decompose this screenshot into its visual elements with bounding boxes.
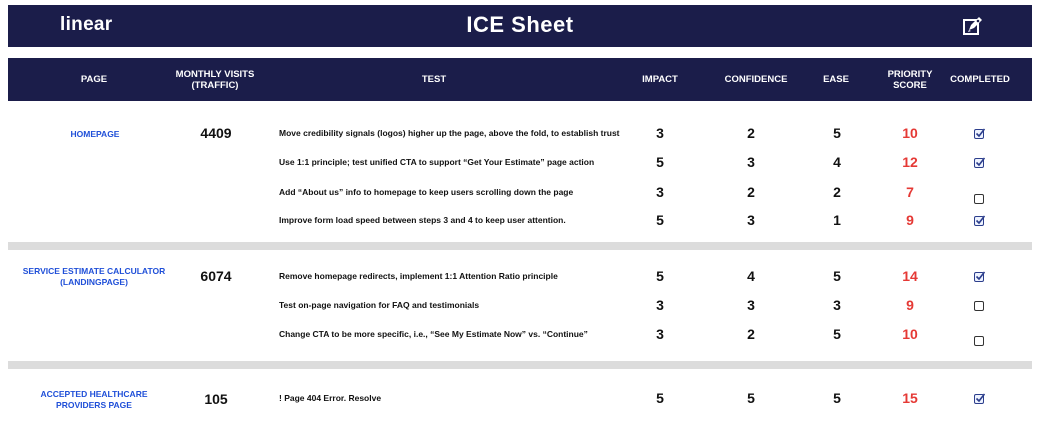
- app-logo[interactable]: linear: [60, 14, 113, 35]
- page-link-text: (LANDINGPAGE): [60, 277, 128, 287]
- ease-value: 2: [833, 184, 841, 200]
- impact-value: 3: [656, 297, 664, 313]
- priority-score-value: 10: [902, 125, 918, 141]
- impact-value: 5: [656, 268, 664, 284]
- test-text: Remove homepage redirects, implement 1:1 Attention Ratio principle: [279, 271, 558, 281]
- check-icon: [975, 271, 985, 281]
- confidence-value: 2: [747, 184, 755, 200]
- confidence-value: 3: [747, 297, 755, 313]
- col-confidence: CONFIDENCE: [724, 74, 788, 85]
- priority-score-value: 7: [906, 184, 914, 200]
- visits-value: 4409: [200, 125, 232, 141]
- col-priority-line1: PRIORITY: [887, 68, 933, 80]
- table-row: [0, 184, 1040, 204]
- ease-value: 5: [833, 268, 841, 284]
- col-priority-line2: SCORE: [893, 79, 927, 91]
- ease-value: 5: [833, 125, 841, 141]
- visits-value: 6074: [200, 268, 232, 284]
- ease-value: 5: [833, 326, 841, 342]
- impact-value: 5: [656, 154, 664, 170]
- completed-checkbox[interactable]: [974, 336, 984, 346]
- col-ease: EASE: [823, 74, 849, 85]
- table-row: [0, 297, 1040, 317]
- app-header: [8, 5, 1032, 47]
- col-impact: IMPACT: [642, 74, 678, 85]
- check-icon: [975, 393, 985, 403]
- test-text: Use 1:1 principle; test unified CTA to support “Get Your Estimate” page action: [279, 157, 595, 167]
- completed-checkbox[interactable]: [974, 194, 984, 204]
- test-text: ! Page 404 Error. Resolve: [279, 393, 382, 403]
- ease-value: 1: [833, 212, 841, 228]
- table-row: [0, 154, 1040, 174]
- completed-checkbox[interactable]: [974, 158, 984, 168]
- confidence-value: 4: [747, 268, 755, 284]
- completed-checkbox[interactable]: [974, 216, 984, 226]
- col-completed: COMPLETED: [950, 74, 1010, 85]
- test-text: Move credibility signals (logos) higher up the page, above the fold, to establish trust: [279, 128, 620, 138]
- test-text: Test on-page navigation for FAQ and testimonials: [279, 300, 480, 310]
- impact-value: 3: [656, 125, 664, 141]
- edit-rocket-icon: [962, 15, 984, 37]
- page-title: ICE Sheet: [466, 12, 574, 37]
- impact-value: 5: [656, 390, 664, 406]
- impact-value: 5: [656, 212, 664, 228]
- priority-score-value: 14: [902, 268, 918, 284]
- test-text: Improve form load speed between steps 3 and 4 to keep user attention.: [279, 215, 566, 225]
- col-monthly-visits: [165, 58, 265, 101]
- group-separator: [8, 361, 1032, 369]
- ease-value: 3: [833, 297, 841, 313]
- completed-checkbox[interactable]: [974, 301, 984, 311]
- confidence-value: 2: [747, 326, 755, 342]
- page-link-text: PROVIDERS PAGE: [56, 400, 132, 410]
- completed-checkbox[interactable]: [974, 272, 984, 282]
- table-row: [0, 268, 1040, 288]
- table-row: [0, 326, 1040, 346]
- confidence-value: 3: [747, 154, 755, 170]
- col-visits-line1: MONTHLY VISITS: [175, 68, 255, 80]
- group-separator: [8, 242, 1032, 250]
- priority-score-value: 12: [902, 154, 918, 170]
- completed-checkbox[interactable]: [974, 129, 984, 139]
- col-priority-score: [880, 58, 940, 101]
- col-page: PAGE: [80, 74, 108, 85]
- col-visits-line2: (TRAFFIC): [191, 79, 239, 91]
- priority-score-value: 10: [902, 326, 918, 342]
- check-icon: [975, 157, 985, 167]
- page-link-text: HOMEPAGE: [70, 128, 120, 139]
- page-link-text: SERVICE ESTIMATE CALCULATOR: [22, 266, 166, 276]
- impact-value: 3: [656, 184, 664, 200]
- table-row: [0, 390, 1040, 410]
- priority-score-value: 15: [902, 390, 918, 406]
- page-link-text: ACCEPTED HEALTHCARE: [40, 389, 148, 399]
- check-icon: [975, 215, 985, 225]
- table-header: [8, 58, 1032, 101]
- priority-score-value: 9: [906, 212, 914, 228]
- ease-value: 5: [833, 390, 841, 406]
- confidence-value: 5: [747, 390, 755, 406]
- edit-button[interactable]: [962, 15, 984, 37]
- test-text: Add “About us” info to homepage to keep users scrolling down the page: [279, 187, 574, 197]
- completed-checkbox[interactable]: [974, 394, 984, 404]
- impact-value: 3: [656, 326, 664, 342]
- table-row: [0, 125, 1040, 145]
- confidence-value: 3: [747, 212, 755, 228]
- table-row: [0, 212, 1040, 232]
- test-text: Change CTA to be more specific, i.e., “See My Estimate Now” vs. “Continue”: [279, 329, 588, 339]
- visits-value: 105: [204, 391, 228, 407]
- check-icon: [975, 128, 985, 138]
- confidence-value: 2: [747, 125, 755, 141]
- priority-score-value: 9: [906, 297, 914, 313]
- col-test: TEST: [421, 74, 447, 85]
- ease-value: 4: [833, 154, 841, 170]
